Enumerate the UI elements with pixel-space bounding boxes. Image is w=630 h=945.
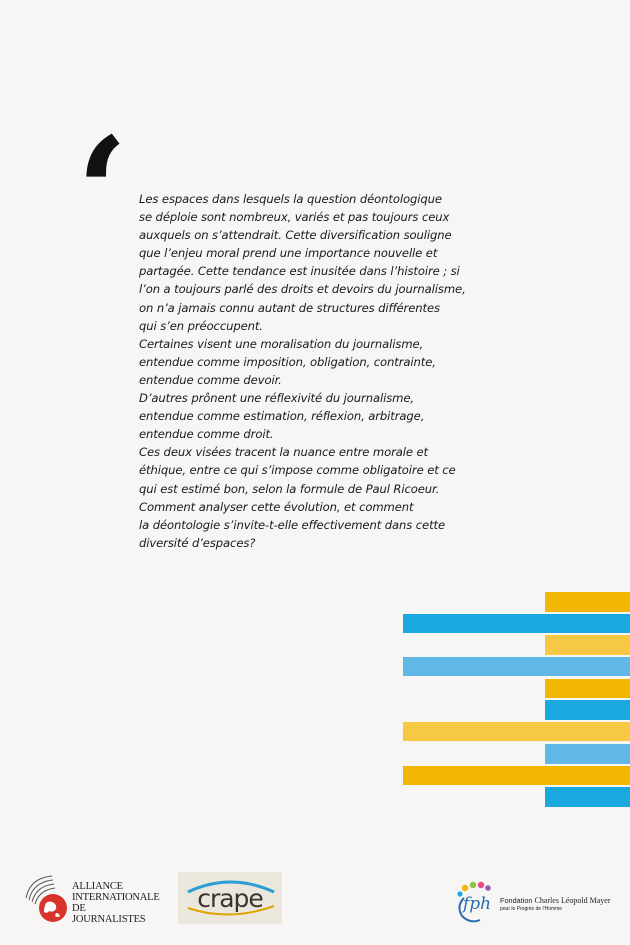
quote-line: diversité d’espaces? xyxy=(139,535,256,550)
fph-name-prefix: Fondation xyxy=(500,896,533,905)
bar-lightblue-2 xyxy=(545,744,630,764)
quote-line: entendue comme imposition, obligation, contrainte, xyxy=(139,354,436,369)
quote-line: se déploie sont nombreux, variés et pas toujours ceux xyxy=(139,210,450,225)
quote-text xyxy=(139,190,479,552)
quote-line: qui est estimé bon, selon la formule de Paul Ricoeur. xyxy=(139,481,440,496)
bar-yellow-5 xyxy=(403,766,630,785)
quote-line: que l’enjeu moral prend une importance nouvelle et xyxy=(139,246,438,261)
bar-yellow-3 xyxy=(545,679,630,698)
opening-quote-mark: ‘ xyxy=(76,105,129,281)
quote-line: Ces deux visées tracent la nuance entre morale et xyxy=(139,445,428,460)
crape-wordmark: crape xyxy=(197,883,263,913)
quote-line: entendue comme estimation, réflexion, arbitrage, xyxy=(139,409,425,424)
bar-blue-1 xyxy=(403,614,630,633)
aij-logo xyxy=(20,872,170,928)
quote-line: D’autres prônent une réflexivité du journalisme, xyxy=(139,391,414,406)
bar-blue-2 xyxy=(545,700,630,720)
aij-line-2: INTERNATIONALE xyxy=(72,892,160,903)
aij-wordmark xyxy=(72,881,160,925)
crape-logo xyxy=(178,872,282,924)
quote-line: Certaines visent une moralisation du journalisme, xyxy=(139,336,424,351)
aij-line-4: JOURNALISTES xyxy=(72,914,146,925)
quote-line: l’on a toujours parlé des droits et devoirs du journalisme, xyxy=(139,282,466,297)
quote-line: la déontologie s’invite-t-elle effectivement dans cette xyxy=(139,517,445,532)
quote-line: Comment analyser cette évolution, et comment xyxy=(139,499,414,514)
quote-line: qui s’en préoccupent. xyxy=(139,318,263,333)
globe-swoosh-icon xyxy=(20,872,76,928)
bar-blue-3 xyxy=(545,787,630,807)
quote-line: éthique, entre ce qui s’impose comme obligatoire et ce xyxy=(139,463,456,478)
fph-wordmark xyxy=(500,896,610,912)
fph-name-main: Charles Léopold Mayer xyxy=(534,896,611,905)
bar-yellow-1 xyxy=(545,592,630,612)
aij-line-3: DE xyxy=(72,903,86,914)
fph-logo xyxy=(452,880,612,926)
aij-line-1: ALLIANCE xyxy=(72,881,123,892)
quote-line: on n’a jamais connu autant de structures différentes xyxy=(139,300,440,315)
quote-line: auxquels on s’attendrait. Cette diversification souligne xyxy=(139,228,452,243)
bar-lightblue-1 xyxy=(403,657,630,676)
bar-yellow-2 xyxy=(545,635,630,655)
bar-yellow-4 xyxy=(403,722,630,741)
quote-line: partagée. Cette tendance est inusitée dans l’histoire ; si xyxy=(139,264,460,279)
fph-monogram: fph xyxy=(463,894,492,914)
quote-line: entendue comme devoir. xyxy=(139,372,282,387)
quote-line: Les espaces dans lesquels la question déontologique xyxy=(139,192,442,206)
quote-line: entendue comme droit. xyxy=(139,427,274,442)
fph-subtitle: pour le Progrès de l'Homme xyxy=(500,906,563,912)
